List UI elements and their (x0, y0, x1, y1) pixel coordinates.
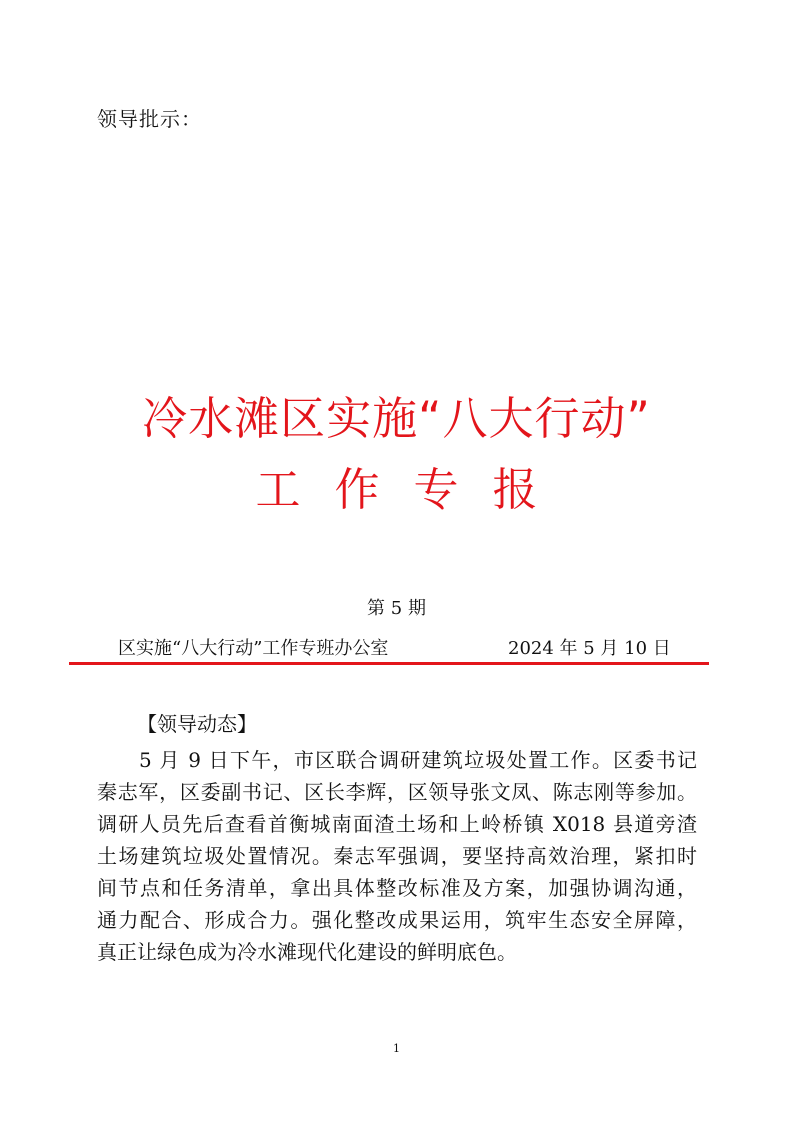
section-heading: 【领导动态】 (137, 712, 257, 736)
section-body (97, 744, 697, 968)
body-line: 5 月 9 日下午，市区联合调研建筑垃圾处置工作。区委书记 (139, 748, 697, 772)
red-divider-rule (69, 662, 709, 665)
issuing-office: 区实施“八大行动”工作专班办公室 (118, 638, 389, 659)
page-number: 1 (393, 1042, 400, 1055)
body-line: 真正让绿色成为冷水滩现代化建设的鲜明底色。 (97, 940, 517, 964)
leader-instruction-label: 领导批示： (97, 107, 202, 131)
body-line: 间节点和任务清单，拿出具体整改标准及方案，加强协调沟通， (97, 876, 697, 900)
body-line: 秦志军，区委副书记、区长李辉，区领导张文凤、陈志刚等参加。 (97, 780, 697, 804)
report-title: 冷水滩区实施“八大行动” (142, 392, 651, 445)
body-line: 调研人员先后查看首衡城南面渣土场和上岭桥镇 X018 县道旁渣 (97, 812, 697, 836)
body-line: 土场建筑垃圾处置情况。秦志军强调，要坚持高效治理，紧扣时 (97, 844, 697, 868)
body-line: 通力配合、形成合力。强化整改成果运用，筑牢生态安全屏障， (97, 908, 697, 932)
issue-date: 2024 年 5 月 10 日 (508, 638, 671, 659)
report-subtitle: 工作专报 (255, 463, 572, 516)
issue-number: 第 5 期 (367, 598, 426, 619)
